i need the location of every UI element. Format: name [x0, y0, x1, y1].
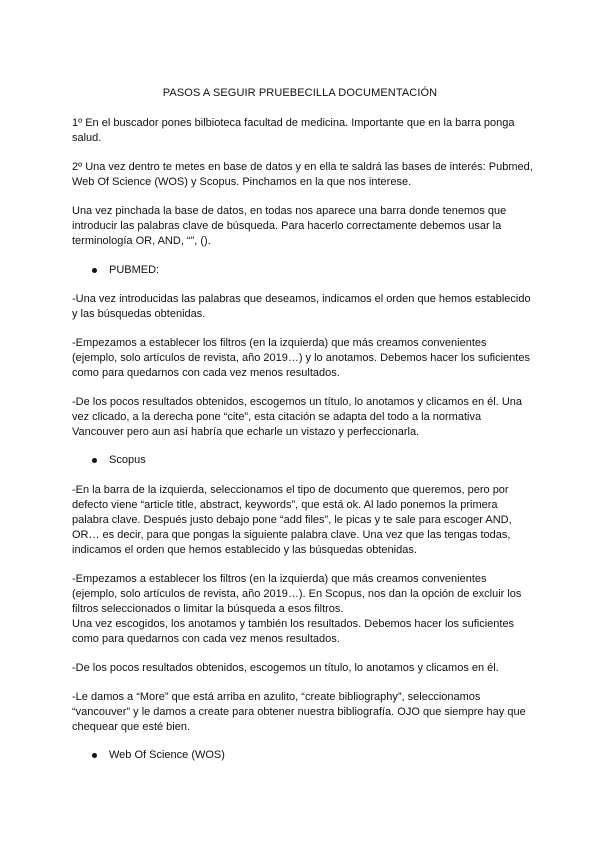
paragraph-scopus-select: -De los pocos resultados obtenidos, escogemos un título, lo anotamos y clicamos en él. — [72, 662, 499, 674]
bullet-pubmed — [92, 263, 159, 278]
bullet-dot-icon — [92, 268, 97, 273]
paragraph-scopus-bibliography: -Le damos a “More” que está arriba en azulito, “create bibliography”, seleccionamos “vancouver” y le damos a create para obtener nuestra bibliografía. OJO que siempre hay que chequear que esté bien. — [72, 691, 526, 733]
bullet-wos — [92, 748, 225, 763]
paragraph-scopus-results: Una vez escogidos, los anotamos y también los resultados. Debemos hacer los suficientes como para quedarnos con cada vez menos resultados. — [72, 618, 515, 645]
paragraph-step-1: 1º En el buscador pones bilbioteca facultad de medicina. Importante que en la barra ponga salud. — [72, 117, 515, 144]
paragraph-pubmed-cite: -De los pocos resultados obtenidos, escogemos un título, lo anotamos y clicamos en él. Una vez clicado, a la derecha pone “cite”, esta citación se adapta del todo a la normativa Vancouver pero aun así habría que echarle un vistazo y perfeccionarla. — [72, 396, 523, 438]
bullet-label: PUBMED: — [109, 264, 160, 276]
paragraph-scopus-search: -En la barra de la izquierda, seleccionamos el tipo de documento que queremos, pero por defecto viene “article title, abstract, keywords”, que está ok. Al lado ponemos la primera palabra clave. Después justo debajo pone “add files”, le picas y te sale para escoger AND, OR… es decir, para que pongas la siguiente palabra clave. Una vez que las tengas todas, indicamos el orden que hemos establecido y las búsquedas obtenidas. — [72, 484, 512, 556]
document-title: PASOS A SEGUIR PRUEBECILLA DOCUMENTACIÓN — [162, 87, 438, 99]
paragraph-scopus-filters: -Empezamos a establecer los filtros (en la izquierda) que más creamos convenientes (ejemplo, solo artículos de revista, año 2019…). En Scopus, nos dan la opción de excluir los filtros seleccionados o limitar la búsqueda a esos filtros. — [72, 573, 522, 615]
paragraph-pubmed-filters: -Empezamos a establecer los filtros (en la izquierda) que más creamos convenientes (ejemplo, solo artículos de revista, año 2019…) y lo anotamos. Debemos hacer los suficientes como para quedarnos con cada vez menos resultados. — [72, 337, 530, 379]
paragraph-search-bar: Una vez pinchada la base de datos, en todas nos aparece una barra donde tenemos que introducir las palabras clave de búsqueda. Para hacerlo correctamente debemos usar la terminología OR, AND, “”, (). — [72, 205, 507, 247]
paragraph-pubmed-order: -Una vez introducidas las palabras que deseamos, indicamos el orden que hemos establecido y las búsquedas obtenidas. — [72, 293, 531, 320]
bullet-label: Web Of Science (WOS) — [109, 749, 225, 761]
bullet-label: Scopus — [109, 454, 146, 466]
bullet-dot-icon — [92, 753, 97, 758]
bullet-dot-icon — [92, 458, 97, 463]
bullet-scopus — [92, 453, 146, 468]
paragraph-step-2: 2º Una vez dentro te metes en base de datos y en ella te saldrá las bases de interés: Pubmed, Web Of Science (WOS) y Scopus. Pinchamos en la que nos interese. — [72, 161, 533, 188]
